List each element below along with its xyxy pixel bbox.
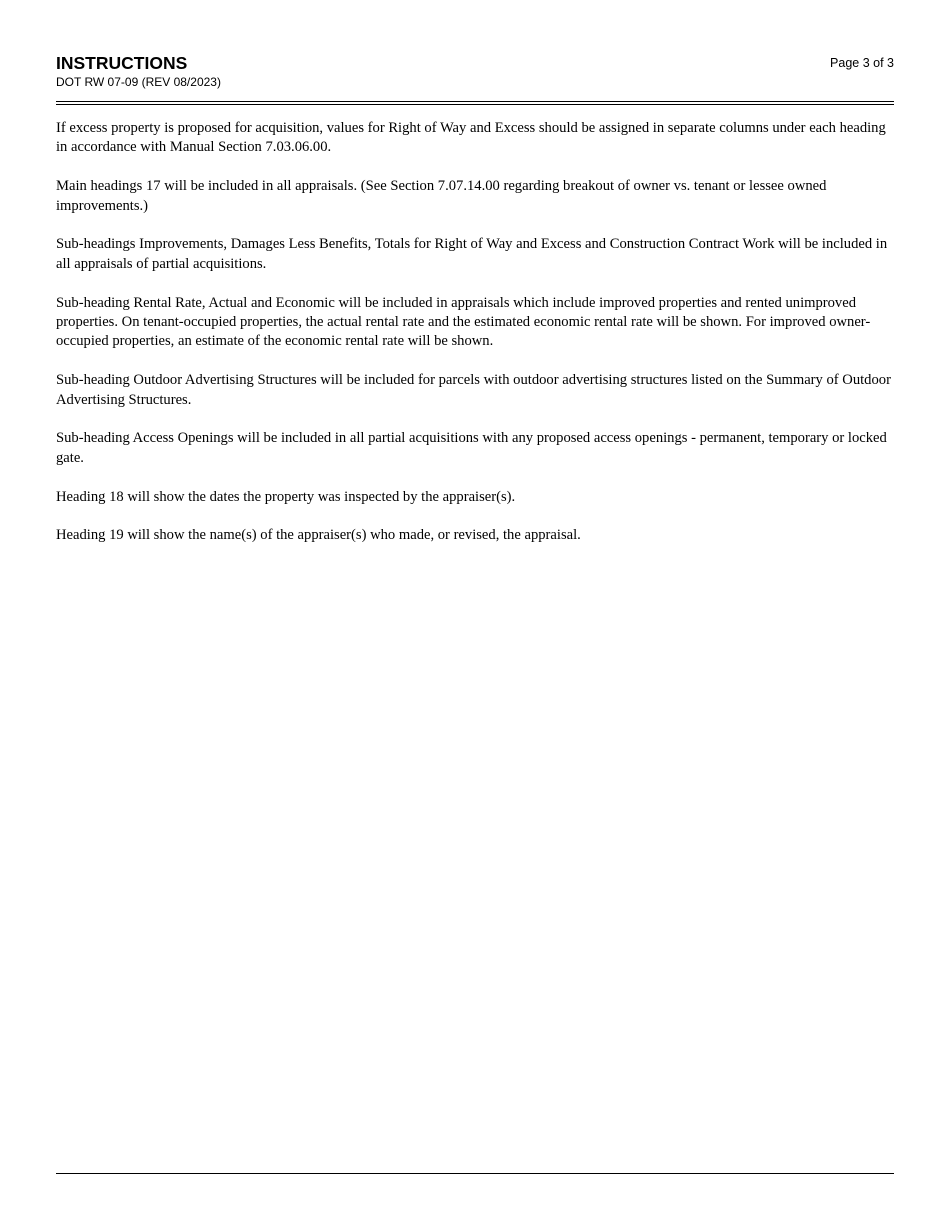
document-page xyxy=(56,0,894,1230)
footer-divider xyxy=(56,1173,894,1174)
paragraph-main-headings: Main headings 17 will be included in all appraisals. (See Section 7.07.14.00 regarding breakout of owner vs. tenant or lessee owned improvements.) xyxy=(56,178,827,214)
paragraph-heading-19: Heading 19 will show the name(s) of the appraiser(s) who made, or revised, the appraisal. xyxy=(56,527,581,544)
paragraph-access-openings: Sub-heading Access Openings will be included in all partial acquisitions with any proposed access openings - permanent, temporary or locked gate. xyxy=(56,430,887,466)
paragraph-partial-acquisitions: Sub-headings Improvements, Damages Less Benefits, Totals for Right of Way and Excess and Construction Contract Work will be included in all appraisals of partial acquisitions. xyxy=(56,236,888,272)
page-number: Page 3 of 3 xyxy=(830,56,894,70)
form-number: DOT RW 07-09 (REV 08/2023) xyxy=(56,75,221,89)
header-divider xyxy=(56,101,894,102)
instructions-body xyxy=(56,119,894,565)
paragraph-outdoor-advertising: Sub-heading Outdoor Advertising Structures will be included for parcels with outdoor advertising structures listed on the Summary of Outdoor Advertising Structures. xyxy=(56,372,891,408)
header-divider-secondary xyxy=(56,104,894,105)
paragraph-rental-rate: Sub-heading Rental Rate, Actual and Economic will be included in appraisals which include improved properties and rented unimproved properties. On tenant-occupied properties, the actual rental rate and the estimated economic rental rate will be shown. For improved owner-occupied properties, an estimate of the economic rental rate will be shown. xyxy=(56,294,871,350)
paragraph-heading-18: Heading 18 will show the dates the property was inspected by the appraiser(s). xyxy=(56,488,516,505)
page-header xyxy=(56,53,894,99)
document-title: INSTRUCTIONS xyxy=(56,53,188,73)
paragraph-excess-property: If excess property is proposed for acquisition, values for Right of Way and Excess should be assigned in separate columns under each heading in accordance with Manual Section 7.03.06.00. xyxy=(56,120,886,156)
